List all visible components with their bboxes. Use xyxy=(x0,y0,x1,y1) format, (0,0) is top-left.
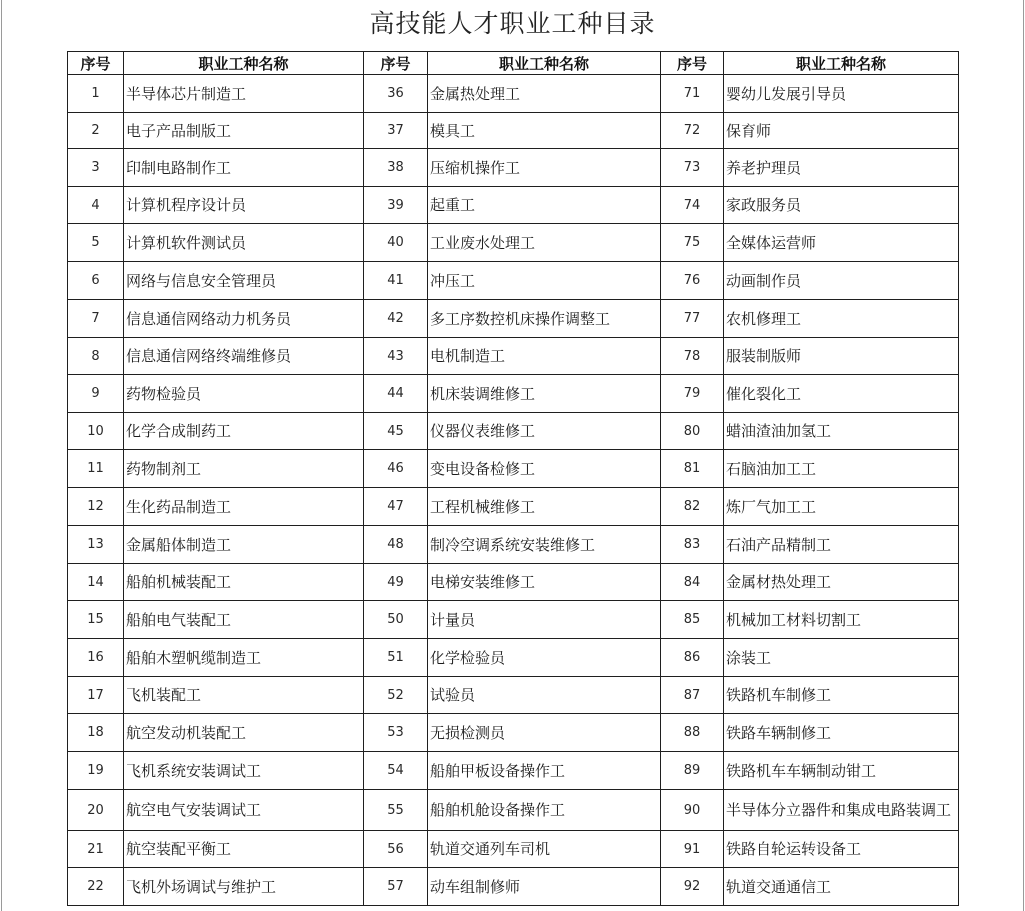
cell-name-3: 服装制版师 xyxy=(724,338,959,375)
occupation-catalog-table xyxy=(67,51,959,906)
table-row xyxy=(68,714,959,752)
cell-name-3: 半导体分立器件和集成电路装调工 xyxy=(724,790,959,831)
cell-seq-1: 8 xyxy=(68,338,124,375)
cell-name-1: 航空发动机装配工 xyxy=(124,714,364,752)
cell-seq-2: 53 xyxy=(364,714,428,752)
cell-seq-3: 85 xyxy=(661,601,724,639)
cell-seq-1: 6 xyxy=(68,262,124,300)
cell-seq-2: 37 xyxy=(364,113,428,149)
table-row xyxy=(68,564,959,601)
cell-seq-3: 72 xyxy=(661,113,724,149)
cell-seq-3: 80 xyxy=(661,413,724,450)
cell-seq-3: 88 xyxy=(661,714,724,752)
cell-name-1: 金属船体制造工 xyxy=(124,526,364,564)
cell-seq-1: 2 xyxy=(68,113,124,149)
cell-name-2: 工业废水处理工 xyxy=(428,224,661,262)
header-seq-2: 序号 xyxy=(364,52,428,75)
cell-seq-3: 89 xyxy=(661,752,724,790)
cell-name-1: 航空电气安装调试工 xyxy=(124,790,364,831)
header-name-3: 职业工种名称 xyxy=(724,52,959,75)
cell-seq-1: 13 xyxy=(68,526,124,564)
table-body xyxy=(68,75,959,906)
cell-name-1: 飞机系统安装调试工 xyxy=(124,752,364,790)
cell-seq-1: 5 xyxy=(68,224,124,262)
cell-name-1: 印制电路制作工 xyxy=(124,149,364,187)
cell-seq-1: 10 xyxy=(68,413,124,450)
cell-seq-2: 46 xyxy=(364,450,428,488)
cell-seq-1: 3 xyxy=(68,149,124,187)
cell-seq-1: 4 xyxy=(68,187,124,224)
table-row xyxy=(68,375,959,413)
cell-name-1: 信息通信网络动力机务员 xyxy=(124,300,364,338)
cell-seq-2: 49 xyxy=(364,564,428,601)
table-row xyxy=(68,677,959,714)
cell-seq-3: 91 xyxy=(661,831,724,868)
cell-seq-2: 44 xyxy=(364,375,428,413)
cell-seq-1: 18 xyxy=(68,714,124,752)
cell-seq-1: 19 xyxy=(68,752,124,790)
table-row xyxy=(68,488,959,526)
cell-name-1: 网络与信息安全管理员 xyxy=(124,262,364,300)
cell-name-1: 化学合成制药工 xyxy=(124,413,364,450)
cell-name-2: 船舶机舱设备操作工 xyxy=(428,790,661,831)
cell-seq-3: 90 xyxy=(661,790,724,831)
cell-name-3: 铁路车辆制修工 xyxy=(724,714,959,752)
cell-seq-1: 15 xyxy=(68,601,124,639)
cell-name-3: 养老护理员 xyxy=(724,149,959,187)
cell-seq-2: 45 xyxy=(364,413,428,450)
header-name-2: 职业工种名称 xyxy=(428,52,661,75)
cell-seq-1: 20 xyxy=(68,790,124,831)
cell-name-3: 全媒体运营师 xyxy=(724,224,959,262)
cell-name-1: 飞机装配工 xyxy=(124,677,364,714)
cell-name-1: 船舶电气装配工 xyxy=(124,601,364,639)
cell-name-2: 冲压工 xyxy=(428,262,661,300)
cell-seq-2: 56 xyxy=(364,831,428,868)
page-border-left xyxy=(1,0,2,911)
cell-name-2: 仪器仪表维修工 xyxy=(428,413,661,450)
cell-name-3: 炼厂气加工工 xyxy=(724,488,959,526)
cell-name-2: 试验员 xyxy=(428,677,661,714)
cell-seq-3: 79 xyxy=(661,375,724,413)
cell-name-1: 计算机软件测试员 xyxy=(124,224,364,262)
cell-seq-3: 78 xyxy=(661,338,724,375)
cell-seq-3: 76 xyxy=(661,262,724,300)
document-title: 高技能人才职业工种目录 xyxy=(369,9,656,38)
cell-seq-3: 75 xyxy=(661,224,724,262)
cell-seq-1: 14 xyxy=(68,564,124,601)
cell-seq-3: 77 xyxy=(661,300,724,338)
cell-name-3: 金属材热处理工 xyxy=(724,564,959,601)
cell-name-3: 蜡油渣油加氢工 xyxy=(724,413,959,450)
cell-name-1: 计算机程序设计员 xyxy=(124,187,364,224)
table-row xyxy=(68,526,959,564)
cell-name-2: 起重工 xyxy=(428,187,661,224)
cell-name-1: 信息通信网络终端维修员 xyxy=(124,338,364,375)
cell-name-2: 化学检验员 xyxy=(428,639,661,677)
cell-seq-2: 41 xyxy=(364,262,428,300)
cell-name-2: 工程机械维修工 xyxy=(428,488,661,526)
cell-seq-3: 74 xyxy=(661,187,724,224)
header-seq-3: 序号 xyxy=(661,52,724,75)
table-row xyxy=(68,752,959,790)
cell-name-2: 电机制造工 xyxy=(428,338,661,375)
cell-name-1: 电子产品制版工 xyxy=(124,113,364,149)
cell-seq-2: 52 xyxy=(364,677,428,714)
table-row xyxy=(68,300,959,338)
cell-name-1: 航空装配平衡工 xyxy=(124,831,364,868)
table-row xyxy=(68,639,959,677)
table-row xyxy=(68,413,959,450)
cell-name-1: 药物制剂工 xyxy=(124,450,364,488)
cell-name-2: 机床装调维修工 xyxy=(428,375,661,413)
cell-seq-2: 50 xyxy=(364,601,428,639)
cell-name-3: 石脑油加工工 xyxy=(724,450,959,488)
cell-seq-3: 92 xyxy=(661,868,724,906)
cell-name-2: 无损检测员 xyxy=(428,714,661,752)
cell-seq-3: 82 xyxy=(661,488,724,526)
cell-name-3: 铁路自轮运转设备工 xyxy=(724,831,959,868)
cell-seq-1: 9 xyxy=(68,375,124,413)
cell-name-3: 铁路机车车辆制动钳工 xyxy=(724,752,959,790)
cell-name-2: 动车组制修师 xyxy=(428,868,661,906)
header-name-1: 职业工种名称 xyxy=(124,52,364,75)
cell-name-2: 金属热处理工 xyxy=(428,75,661,113)
cell-seq-2: 57 xyxy=(364,868,428,906)
cell-seq-2: 36 xyxy=(364,75,428,113)
cell-seq-3: 86 xyxy=(661,639,724,677)
cell-name-3: 催化裂化工 xyxy=(724,375,959,413)
table-row xyxy=(68,149,959,187)
cell-name-2: 电梯安装维修工 xyxy=(428,564,661,601)
cell-seq-2: 47 xyxy=(364,488,428,526)
cell-seq-2: 48 xyxy=(364,526,428,564)
cell-seq-2: 40 xyxy=(364,224,428,262)
cell-seq-1: 11 xyxy=(68,450,124,488)
cell-name-2: 压缩机操作工 xyxy=(428,149,661,187)
cell-seq-1: 16 xyxy=(68,639,124,677)
cell-seq-1: 22 xyxy=(68,868,124,906)
table-row xyxy=(68,601,959,639)
cell-seq-1: 1 xyxy=(68,75,124,113)
cell-seq-3: 83 xyxy=(661,526,724,564)
cell-name-1: 半导体芯片制造工 xyxy=(124,75,364,113)
cell-seq-1: 7 xyxy=(68,300,124,338)
cell-seq-1: 21 xyxy=(68,831,124,868)
cell-name-1: 船舶木塑帆缆制造工 xyxy=(124,639,364,677)
table-row xyxy=(68,831,959,868)
table-row xyxy=(68,187,959,224)
cell-name-1: 船舶机械装配工 xyxy=(124,564,364,601)
cell-name-1: 生化药品制造工 xyxy=(124,488,364,526)
cell-seq-3: 81 xyxy=(661,450,724,488)
page-border-right xyxy=(1023,0,1024,911)
table-row xyxy=(68,262,959,300)
cell-seq-3: 71 xyxy=(661,75,724,113)
cell-seq-3: 84 xyxy=(661,564,724,601)
header-seq-1: 序号 xyxy=(68,52,124,75)
cell-seq-2: 51 xyxy=(364,639,428,677)
cell-name-3: 轨道交通通信工 xyxy=(724,868,959,906)
table-row xyxy=(68,868,959,906)
table-row xyxy=(68,224,959,262)
cell-seq-2: 55 xyxy=(364,790,428,831)
cell-name-2: 模具工 xyxy=(428,113,661,149)
table-row xyxy=(68,790,959,831)
cell-name-2: 变电设备检修工 xyxy=(428,450,661,488)
cell-name-3: 保育师 xyxy=(724,113,959,149)
cell-name-2: 船舶甲板设备操作工 xyxy=(428,752,661,790)
cell-name-3: 涂装工 xyxy=(724,639,959,677)
cell-name-3: 动画制作员 xyxy=(724,262,959,300)
cell-name-3: 机械加工材料切割工 xyxy=(724,601,959,639)
cell-seq-1: 17 xyxy=(68,677,124,714)
cell-seq-2: 43 xyxy=(364,338,428,375)
table-row xyxy=(68,338,959,375)
table-row xyxy=(68,113,959,149)
cell-name-2: 多工序数控机床操作调整工 xyxy=(428,300,661,338)
cell-seq-2: 54 xyxy=(364,752,428,790)
cell-name-1: 飞机外场调试与维护工 xyxy=(124,868,364,906)
cell-name-2: 计量员 xyxy=(428,601,661,639)
cell-name-3: 婴幼儿发展引导员 xyxy=(724,75,959,113)
cell-name-3: 石油产品精制工 xyxy=(724,526,959,564)
cell-name-1: 药物检验员 xyxy=(124,375,364,413)
cell-name-2: 轨道交通列车司机 xyxy=(428,831,661,868)
cell-name-2: 制冷空调系统安装维修工 xyxy=(428,526,661,564)
cell-name-3: 农机修理工 xyxy=(724,300,959,338)
cell-name-3: 铁路机车制修工 xyxy=(724,677,959,714)
cell-seq-2: 39 xyxy=(364,187,428,224)
cell-seq-1: 12 xyxy=(68,488,124,526)
cell-seq-2: 42 xyxy=(364,300,428,338)
table-row xyxy=(68,75,959,113)
table-header-row xyxy=(68,52,959,75)
table-row xyxy=(68,450,959,488)
cell-seq-2: 38 xyxy=(364,149,428,187)
cell-name-3: 家政服务员 xyxy=(724,187,959,224)
cell-seq-3: 87 xyxy=(661,677,724,714)
cell-seq-3: 73 xyxy=(661,149,724,187)
